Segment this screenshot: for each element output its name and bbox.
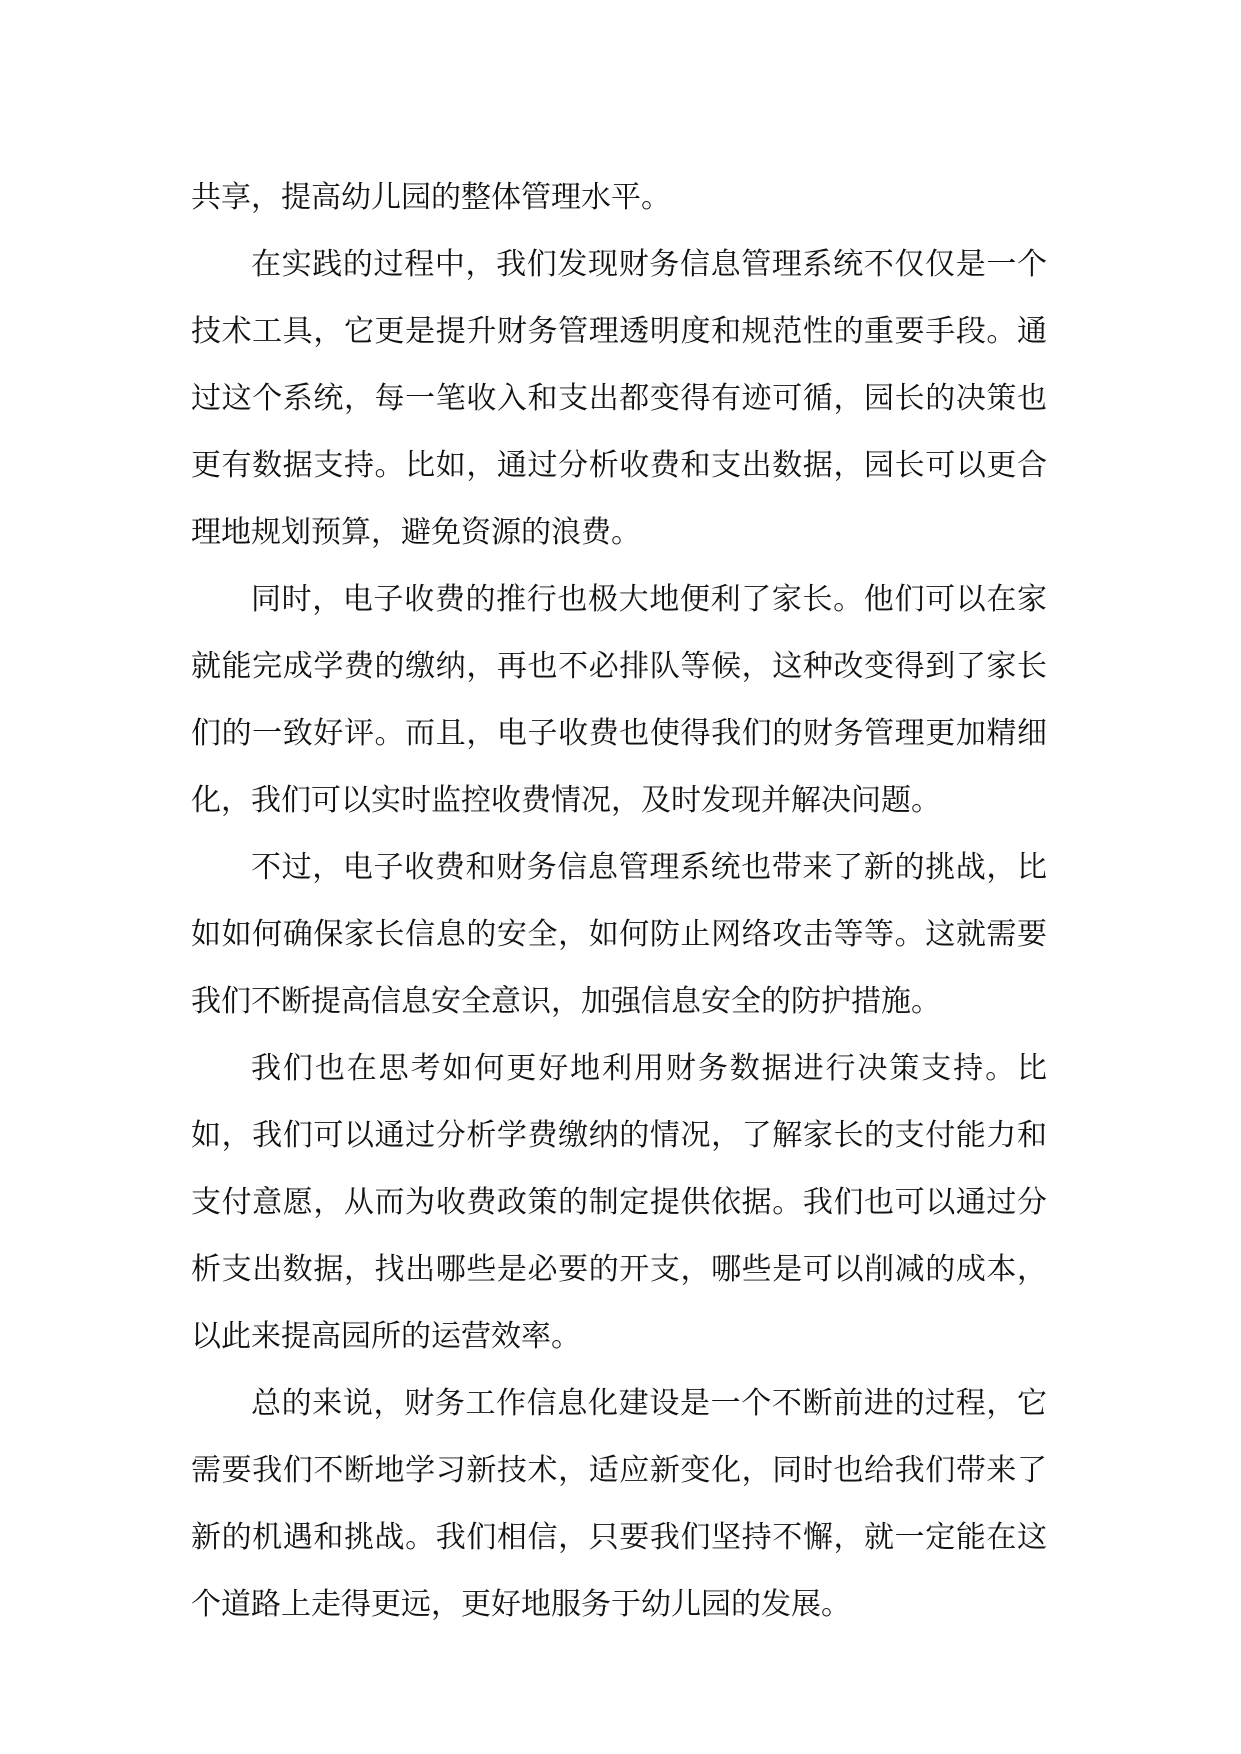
paragraph-continued: 共享，提高幼儿园的整体管理水平。 — [191, 180, 671, 215]
paragraph: 总的来说，财务工作信息化建设是一个不断前进的过程，它需要我们不断地学习新技术，适应新变化，同时也给我们带来了新的机遇和挑战。我们相信，只要我们坚持不懈，就一定能在这个道路上走得更远，更好地服务于幼儿园的发展。 — [191, 1386, 1047, 1622]
paragraph: 同时，电子收费的推行也极大地便利了家长。他们可以在家就能完成学费的缴纳，再也不必排队等候，这种改变得到了家长们的一致好评。而且，电子收费也使得我们的财务管理更加精细化，我们可以实时监控收费情况，及时发现并解决问题。 — [191, 582, 1047, 818]
paragraph: 不过，电子收费和财务信息管理系统也带来了新的挑战，比如如何确保家长信息的安全，如何防止网络攻击等等。这就需要我们不断提高信息安全意识，加强信息安全的防护措施。 — [191, 850, 1047, 1019]
paragraph: 在实践的过程中，我们发现财务信息管理系统不仅仅是一个技术工具，它更是提升财务管理透明度和规范性的重要手段。通过这个系统，每一笔收入和支出都变得有迹可循，园长的决策也更有数据支持。比如，通过分析收费和支出数据，园长可以更合理地规划预算，避免资源的浪费。 — [191, 247, 1047, 550]
document-body — [191, 164, 1047, 1638]
paragraph: 我们也在思考如何更好地利用财务数据进行决策支持。比如，我们可以通过分析学费缴纳的情况，了解家长的支付能力和支付意愿，从而为收费政策的制定提供依据。我们也可以通过分析支出数据，找出哪些是必要的开支，哪些是可以削减的成本，以此来提高园所的运营效率。 — [191, 1051, 1047, 1354]
